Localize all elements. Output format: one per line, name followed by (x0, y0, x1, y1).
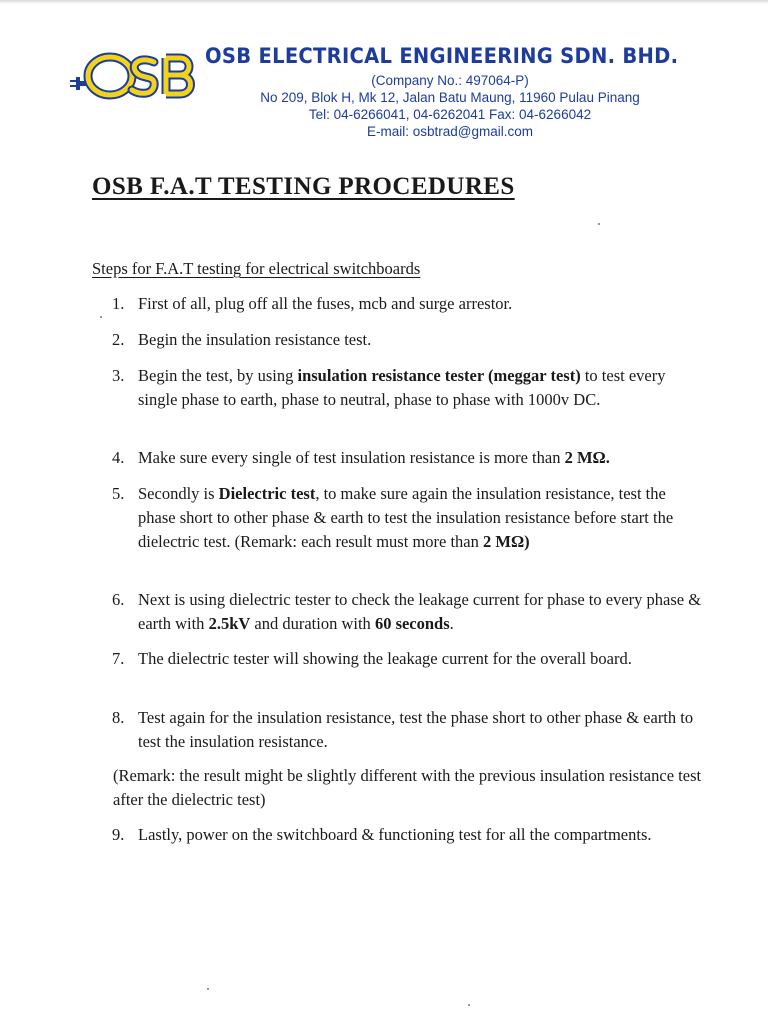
step-text: Make sure every single of test insulation resistance is more than 2 MΩ. (138, 448, 610, 467)
step-item (112, 647, 702, 671)
scan-speck (100, 316, 102, 318)
scan-speck (598, 223, 600, 225)
step-text: The dielectric tester will showing the leakage current for the overall board. (138, 649, 632, 668)
letterhead (0, 0, 768, 150)
company-phone-fax: Tel: 04-6266041, 04-6262041 Fax: 04-6266042 (308, 107, 592, 122)
company-name: OSB ELECTRICAL ENGINEERING SDN. BHD. (205, 44, 679, 68)
step-item (112, 446, 702, 470)
step-item (112, 292, 702, 316)
step-text: First of all, plug off all the fuses, mcb and surge arrestor. (138, 294, 513, 313)
company-address: No 209, Blok H, Mk 12, Jalan Batu Maung, 11960 Pulau Pinang (260, 90, 640, 105)
company-contact (220, 72, 680, 140)
remark-note: (Remark: the result might be slightly different with the previous insulation resistance test after the dielectric test) (113, 766, 702, 809)
step-number: 8. (112, 708, 125, 727)
step-number: 6. (112, 590, 125, 609)
step-text: Next is using dielectric tester to check the leakage current for phase to every phase & earth with 2.5kV and duration with 60 seconds. (138, 590, 702, 633)
step-text: Secondly is Dielectric test, to make sure again the insulation resistance, test the phase short to other phase & earth to test the insulation resistance before start the dielectric test. (Remark: each result must more than 2 MΩ) (138, 484, 674, 551)
step-number: 5. (112, 484, 125, 503)
step-item (112, 328, 702, 352)
scan-speck (468, 1004, 470, 1006)
document-title: OSB F.A.T TESTING PROCEDURES (92, 173, 515, 200)
step-text: Test again for the insulation resistance, test the phase short to other phase & earth to test the insulation resistance. (138, 708, 694, 751)
step-text: Lastly, power on the switchboard & functioning test for all the compartments. (138, 825, 652, 844)
step-item (112, 588, 702, 636)
step-number: 9. (112, 825, 125, 844)
step-item (112, 482, 702, 554)
step-number: 3. (112, 366, 125, 385)
step-item (112, 364, 702, 412)
company-number: (Company No.: 497064-P) (371, 73, 529, 88)
step-number: 2. (112, 330, 125, 349)
section-heading: Steps for F.A.T testing for electrical switchboards (92, 259, 421, 278)
step-item (112, 823, 702, 847)
step-text: Begin the test, by using insulation resistance tester (meggar test) to test every single phase to earth, phase to neutral, phase to phase with 1000v DC. (138, 366, 666, 409)
scan-speck (207, 988, 209, 990)
step-number: 1. (112, 294, 125, 313)
step-text: Begin the insulation resistance test. (138, 330, 372, 349)
step-number: 7. (112, 649, 125, 668)
step-number: 4. (112, 448, 125, 467)
osb-logo-icon (70, 50, 196, 102)
step-item (112, 706, 702, 754)
company-email: E-mail: osbtrad@gmail.com (366, 124, 533, 139)
